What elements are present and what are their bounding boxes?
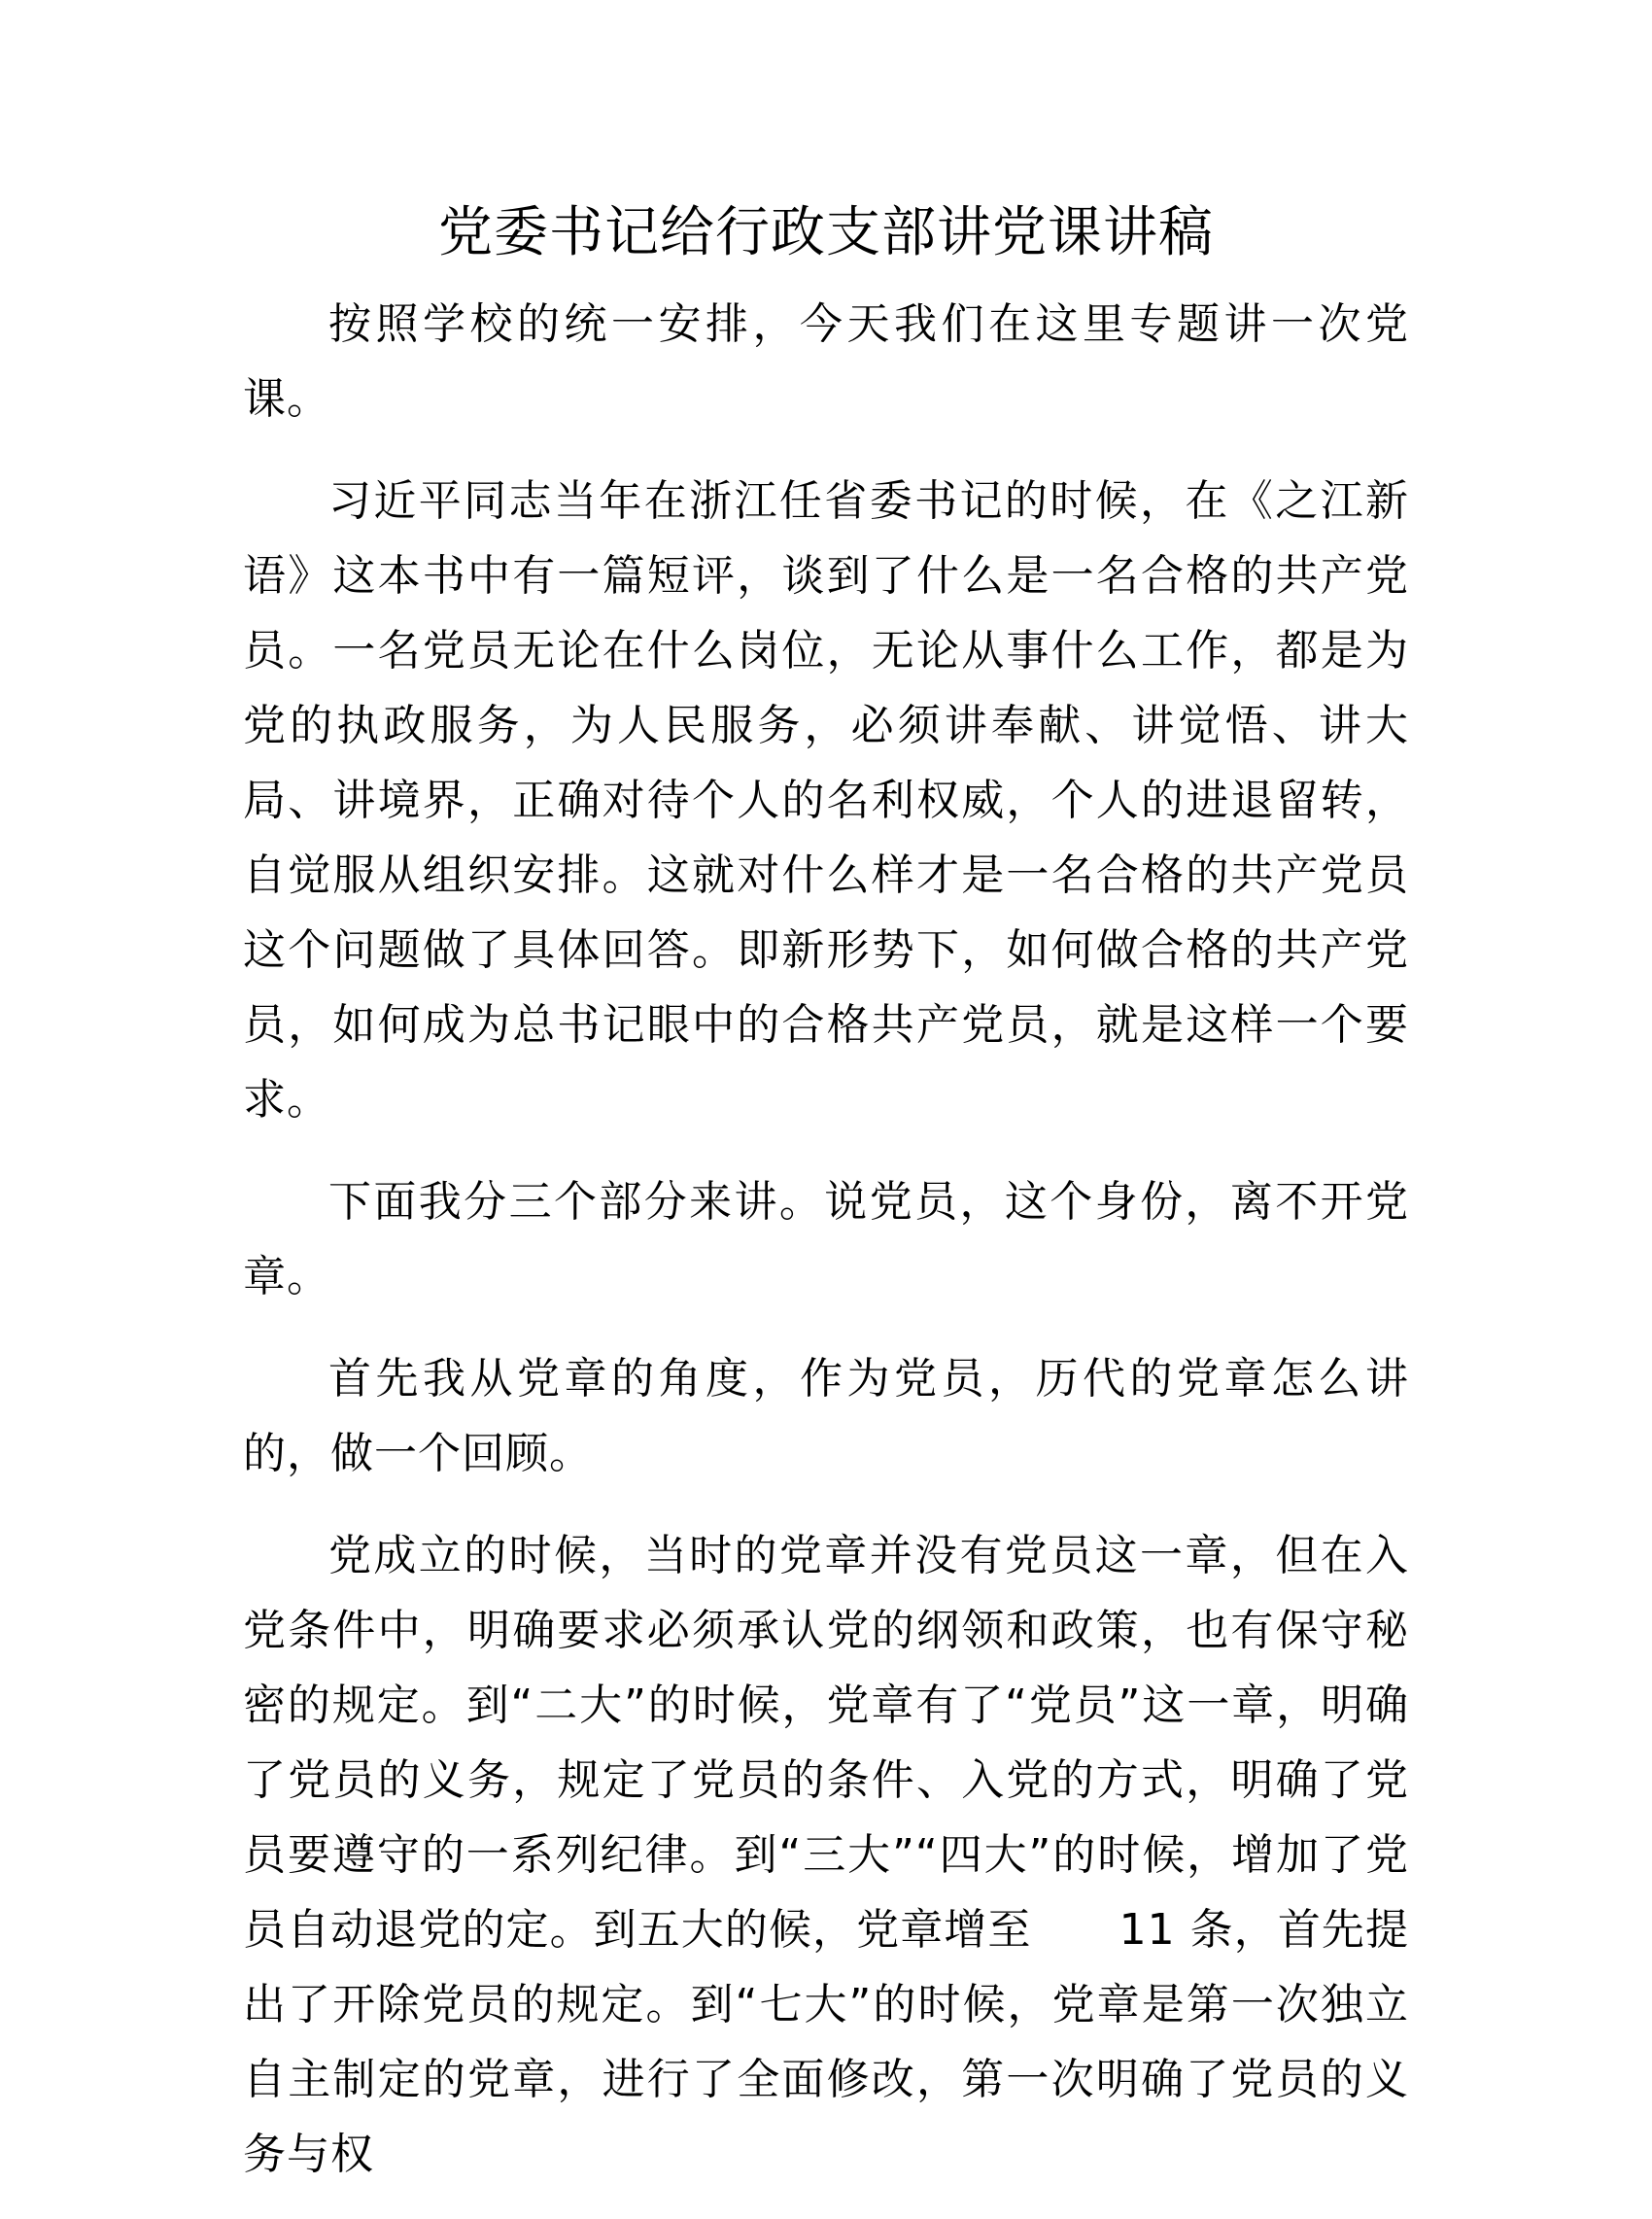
paragraph-intro: 按照学校的统一安排，今天我们在这里专题讲一次党课。 xyxy=(243,299,1409,424)
paragraph-zhijiang-xinyu: 习近平同志当年在浙江任省委书记的时候，在《之江新语》这本书中有一篇短评，谈到了什么是一名合格的共产党员。一名党员无论在什么岗位，无论从事什么工作，都是为党的执政服务，为人民服务，必须讲奉献、讲觉悟、讲大局、讲境界，正确对待个人的名利权威，个人的进退留转，自觉服从组织安排。这就对什么样才是一名合格的共产党员这个问题做了具体回答。即新形势下，如何做合格的共产党员，如何成为总书记眼中的合格共产党员，就是这样一个要求。 xyxy=(243,476,1409,1125)
paragraph-three-parts: 下面我分三个部分来讲。说党员，这个身份，离不开党章。 xyxy=(243,1177,1409,1301)
document-title: 党委书记给行政支部讲党课讲稿 xyxy=(438,201,1214,264)
document-body xyxy=(243,287,1409,2219)
paragraph-party-constitution-history: 党成立的时候，当时的党章并没有党员这一章，但在入党条件中，明确要求必须承认党的纲领和政策，也有保守秘密的规定。到“二大”的时候，党章有了“党员”这一章，明确了党员的义务，规定了党员的条件、入党的方式，明确了党员要遵守的一系列纪律。到“三大”“四大”的时候，增加了党员自动退党的定。到五大的候，党章增至 11 条，首先提出了开除党员的规定。到“七大”的时候，党章是第一次独立自主制定的党章，进行了全面修改，第一次明确了党员的义务与权 xyxy=(243,1531,1409,2179)
paragraph-review: 首先我从党章的角度，作为党员，历代的党章怎么讲的，做一个回顾。 xyxy=(243,1354,1409,1478)
